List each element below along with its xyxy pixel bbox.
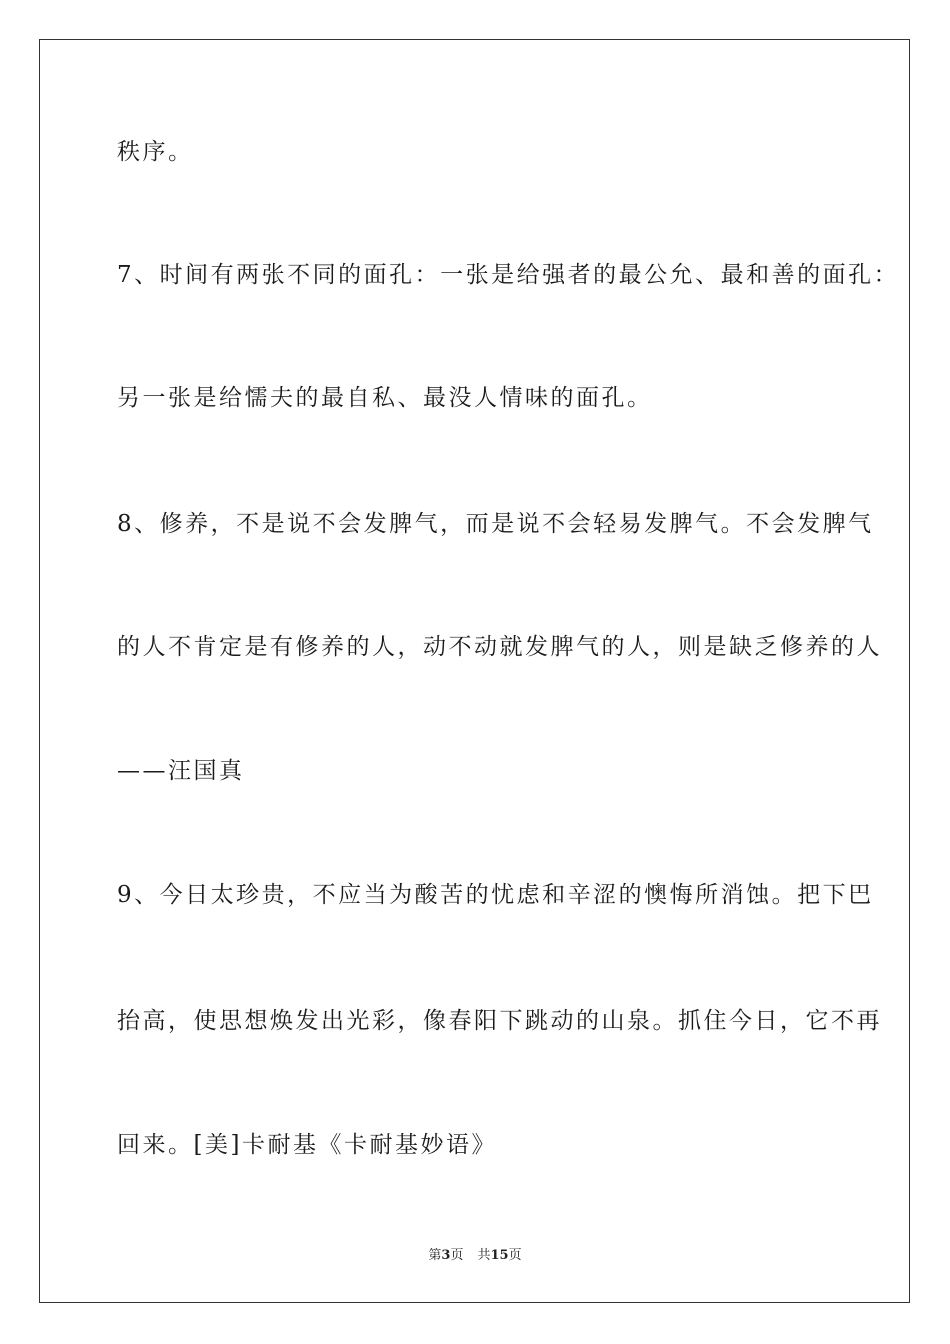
text-line: 秩序。 [117, 139, 194, 165]
page-border [39, 39, 910, 1303]
page-prefix: 第 [428, 1248, 442, 1263]
text-line: 抬高，使思想焕发出光彩，像春阳下跳动的山泉。抓住今日，它不再 [117, 1008, 882, 1034]
text-line: 另一张是给懦夫的最自私、最没人情味的面孔。 [117, 385, 653, 411]
total-suffix: 页 [508, 1248, 522, 1263]
text-line: 7、时间有两张不同的面孔：一张是给强者的最公允、最和善的面孔： [117, 262, 900, 288]
text-line: 8、修养，不是说不会发脾气，而是说不会轻易发脾气。不会发脾气 [117, 511, 874, 537]
total-prefix: 共 [477, 1248, 491, 1263]
page-number: 3 [441, 1248, 451, 1263]
text-line: ——汪国真 [117, 758, 245, 784]
text-line: 9、今日太珍贵，不应当为酸苦的忧虑和辛涩的懊悔所消蚀。把下巴 [117, 882, 874, 908]
page-footer [0, 1247, 950, 1265]
page-suffix: 页 [450, 1248, 464, 1263]
text-line: 回来。[美]卡耐基《卡耐基妙语》 [117, 1132, 497, 1158]
total-pages: 15 [490, 1248, 509, 1263]
text-line: 的人不肯定是有修养的人，动不动就发脾气的人，则是缺乏修养的人 [117, 634, 882, 660]
